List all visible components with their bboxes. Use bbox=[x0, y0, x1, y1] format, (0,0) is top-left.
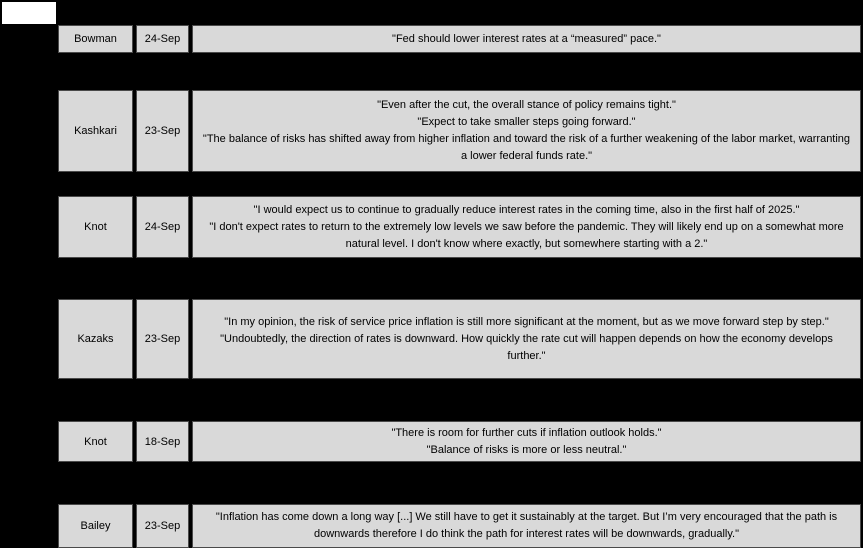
quote-cell bbox=[192, 299, 861, 379]
speaker-cell: Bailey bbox=[58, 504, 133, 548]
date-cell: 23-Sep bbox=[136, 299, 189, 379]
table-row bbox=[58, 299, 861, 379]
quote-cell bbox=[192, 504, 861, 548]
date-cell: 23-Sep bbox=[136, 504, 189, 548]
quote-cell bbox=[192, 90, 861, 172]
speaker-cell: Knot bbox=[58, 196, 133, 258]
table-row bbox=[58, 90, 861, 172]
speaker-cell: Knot bbox=[58, 421, 133, 462]
quote-line: "Even after the cut, the overall stance of policy remains tight." bbox=[377, 99, 676, 111]
quote-line: "The balance of risks has shifted away from higher inflation and toward the risk of a further weakening of the labor market, warranting a lower federal funds rate." bbox=[202, 133, 851, 162]
table-row bbox=[58, 421, 861, 462]
quote-line: "In my opinion, the risk of service price inflation is still more significant at the moment, but as we move forward step by step." bbox=[224, 315, 829, 328]
date-cell: 18-Sep bbox=[136, 421, 189, 462]
quote-cell bbox=[192, 196, 861, 258]
quote-line: "Fed should lower interest rates at a “measured” pace." bbox=[392, 32, 661, 45]
legend-box bbox=[2, 2, 56, 24]
table-row bbox=[58, 504, 861, 548]
quote-cell bbox=[192, 421, 861, 462]
quote-line: "Undoubtedly, the direction of rates is downward. How quickly the rate cut will happen depends on how the economy develops further." bbox=[220, 332, 833, 362]
date-cell: 24-Sep bbox=[136, 196, 189, 258]
table-row bbox=[58, 25, 861, 53]
quote-line: "I don't expect rates to return to the extremely low levels we saw before the pandemic. They will likely end up on a somewhat more natural level. I don't know where exactly, but somewhere starting with a 2." bbox=[209, 220, 844, 250]
speaker-cell: Kashkari bbox=[58, 90, 133, 172]
table-row bbox=[58, 196, 861, 258]
quote-line: "Balance of risks is more or less neutral." bbox=[426, 443, 627, 456]
quote-cell bbox=[192, 25, 861, 53]
quote-line: "Expect to take smaller steps going forward." bbox=[417, 116, 636, 128]
quote-line: "There is room for further cuts if inflation outlook holds." bbox=[391, 426, 662, 439]
speaker-cell: Bowman bbox=[58, 25, 133, 53]
quote-line: "I would expect us to continue to gradually reduce interest rates in the coming time, also in the first half of 2025." bbox=[253, 203, 800, 216]
date-cell: 24-Sep bbox=[136, 25, 189, 53]
date-cell: 23-Sep bbox=[136, 90, 189, 172]
quote-line: "Inflation has come down a long way [...] We still have to get it sustainably at the target. But I’m very encouraged that the path is downwards therefore I do think the path for interest rates will be downwards, gradually." bbox=[215, 511, 838, 540]
speaker-cell: Kazaks bbox=[58, 299, 133, 379]
